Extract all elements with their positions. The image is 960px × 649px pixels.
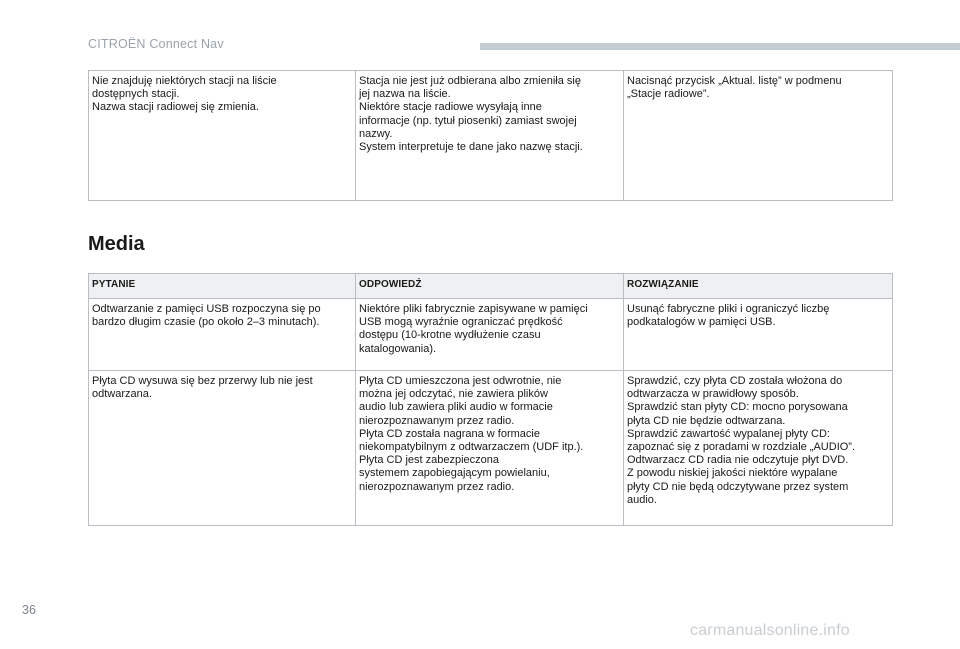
table-header-row xyxy=(89,274,893,299)
answer-cell: Niektóre pliki fabrycznie zapisywane w pamięci USB mogą wyraźnie ograniczać prędkość dostępu (10-krotne wydłużenie czasu katalogowania). xyxy=(356,299,624,371)
solution-cell: Sprawdzić, czy płyta CD została włożona do odtwarzacza w prawidłowy sposób. Sprawdzić stan płyty CD: mocno porysowana płyta CD nie będzie odtwarzana. Sprawdzić zawartość wypalanej płyty CD: zapoznać się z poradami w rozdziale „AUDIO”. Odtwarzacz CD radia nie odczytuje płyt DVD. Z powodu niskiej jakości niektóre wypalane płyty CD nie będą odczytywane przez system audio. xyxy=(624,371,893,526)
column-header-answer: ODPOWIEDŹ xyxy=(356,274,624,299)
header-title: CITROËN Connect Nav xyxy=(88,37,224,51)
solution-cell: Nacisnąć przycisk „Aktual. listę” w podmenu „Stacje radiowe”. xyxy=(624,71,893,201)
header-bar xyxy=(480,43,960,50)
solution-cell: Usunąć fabryczne pliki i ograniczyć liczbę podkatalogów w pamięci USB. xyxy=(624,299,893,371)
page-number: 36 xyxy=(22,603,36,617)
answer-cell: Stacja nie jest już odbierana albo zmieniła się jej nazwa na liście. Niektóre stacje radiowe wysyłają inne informacje (np. tytuł piosenki) zamiast swojej nazwy. System interpretuje te dane jako nazwę stacji. xyxy=(356,71,624,201)
table-row xyxy=(89,71,893,201)
column-header-solution: ROZWIĄZANIE xyxy=(624,274,893,299)
watermark-text: carmanualsonline.info xyxy=(690,622,850,639)
section-heading-media: Media xyxy=(88,233,145,255)
media-faq-table xyxy=(88,273,893,526)
answer-cell: Płyta CD umieszczona jest odwrotnie, nie można jej odczytać, nie zawiera plików audio lub zawiera pliki audio w formacie nierozpoznawanym przez radio. Płyta CD została nagrana w formacie niekompatybilnym z odtwarzaczem (UDF itp.). Płyta CD jest zabezpieczona systemem zapobiegającym powielaniu, nierozpoznawanym przez radio. xyxy=(356,371,624,526)
table-row xyxy=(89,371,893,526)
question-cell: Nie znajduję niektórych stacji na liście dostępnych stacji. Nazwa stacji radiowej się zmienia. xyxy=(89,71,356,201)
table-row xyxy=(89,299,893,371)
radio-faq-table xyxy=(88,70,893,201)
column-header-question: PYTANIE xyxy=(89,274,356,299)
question-cell: Odtwarzanie z pamięci USB rozpoczyna się po bardzo długim czasie (po około 2–3 minutach). xyxy=(89,299,356,371)
question-cell: Płyta CD wysuwa się bez przerwy lub nie jest odtwarzana. xyxy=(89,371,356,526)
